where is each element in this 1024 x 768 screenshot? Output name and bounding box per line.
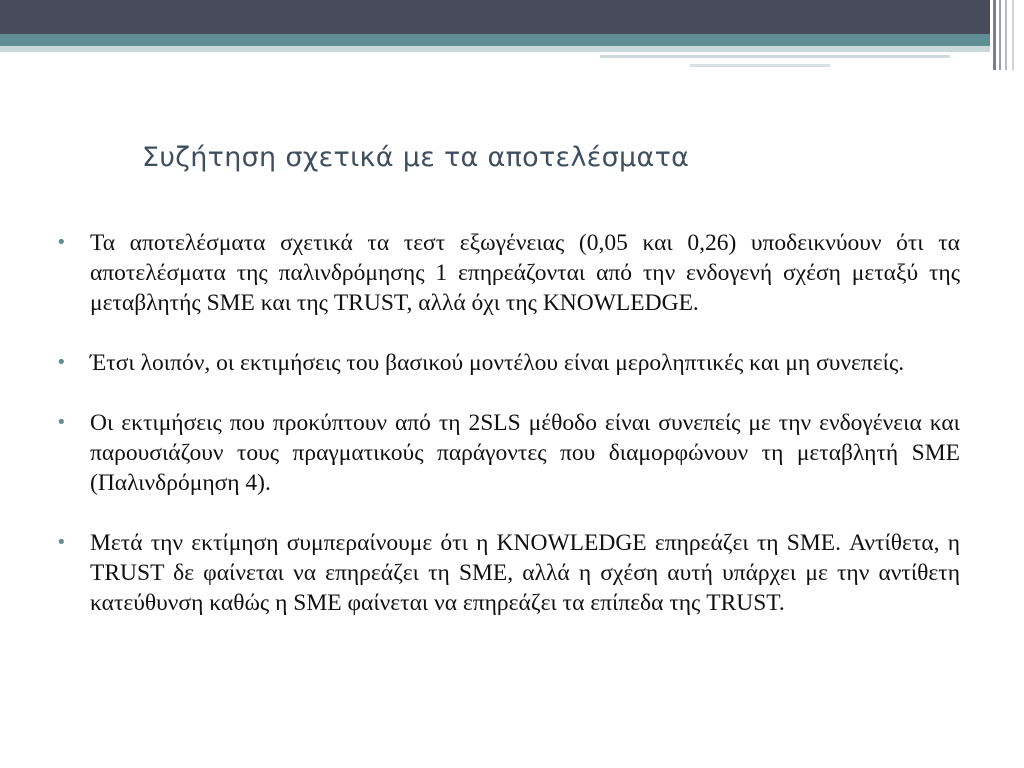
bullet-text: Τα αποτελέσματα σχετικά τα τεστ εξωγένειας (0,05 και 0,26) υποδεικνύουν ότι τα αποτελέσματα της παλινδρόμησης 1 επηρεάζονται από την ενδογενή σχέση μεταξύ της μεταβλητής SME και της TRUST, αλλά όχι της KNOWLEDGE. (90, 230, 960, 316)
bullet-item (56, 228, 960, 318)
bullet-icon: • (56, 232, 67, 253)
header-light-band (0, 46, 1000, 52)
bullet-text: Μετά την εκτίμηση συμπεραίνουμε ότι η KNOWLEDGE επηρεάζει τη SME. Αντίθετα, η TRUST δε φαίνεται να επηρεάζει τη SME, αλλά η σχέση αυτή υπάρχει με την αντίθετη κατεύθυνση καθώς η SME φαίνεται να επηρεάζει τα επίπεδα της TRUST. (90, 530, 960, 616)
bullet-icon: • (56, 352, 67, 373)
bullet-item (56, 408, 960, 498)
bullet-item (56, 348, 960, 378)
bullet-item (56, 528, 960, 618)
bullet-list (56, 228, 960, 648)
slide-title: Συζήτηση σχετικά με τα αποτελέσματα (142, 142, 690, 173)
header-dark-band (0, 0, 1024, 34)
header-accent-line-short (690, 64, 830, 67)
bullet-text: Έτσι λοιπόν, οι εκτιμήσεις του βασικού μοντέλου είναι μεροληπτικές και μη συνεπείς. (90, 350, 905, 376)
bullet-icon: • (56, 532, 67, 553)
bullet-text: Οι εκτιμήσεις που προκύπτουν από τη 2SLS μέθοδο είναι συνεπείς με την ενδογένεια και παρουσιάζουν τους πραγματικούς παράγοντες που διαμορφώνουν τη μεταβλητή SME (Παλινδρόμηση 4). (90, 410, 960, 496)
bullet-icon: • (56, 412, 67, 433)
header-accent-line (600, 55, 950, 58)
header-vertical-stripes (990, 0, 1024, 70)
header-teal-band (0, 34, 1024, 46)
